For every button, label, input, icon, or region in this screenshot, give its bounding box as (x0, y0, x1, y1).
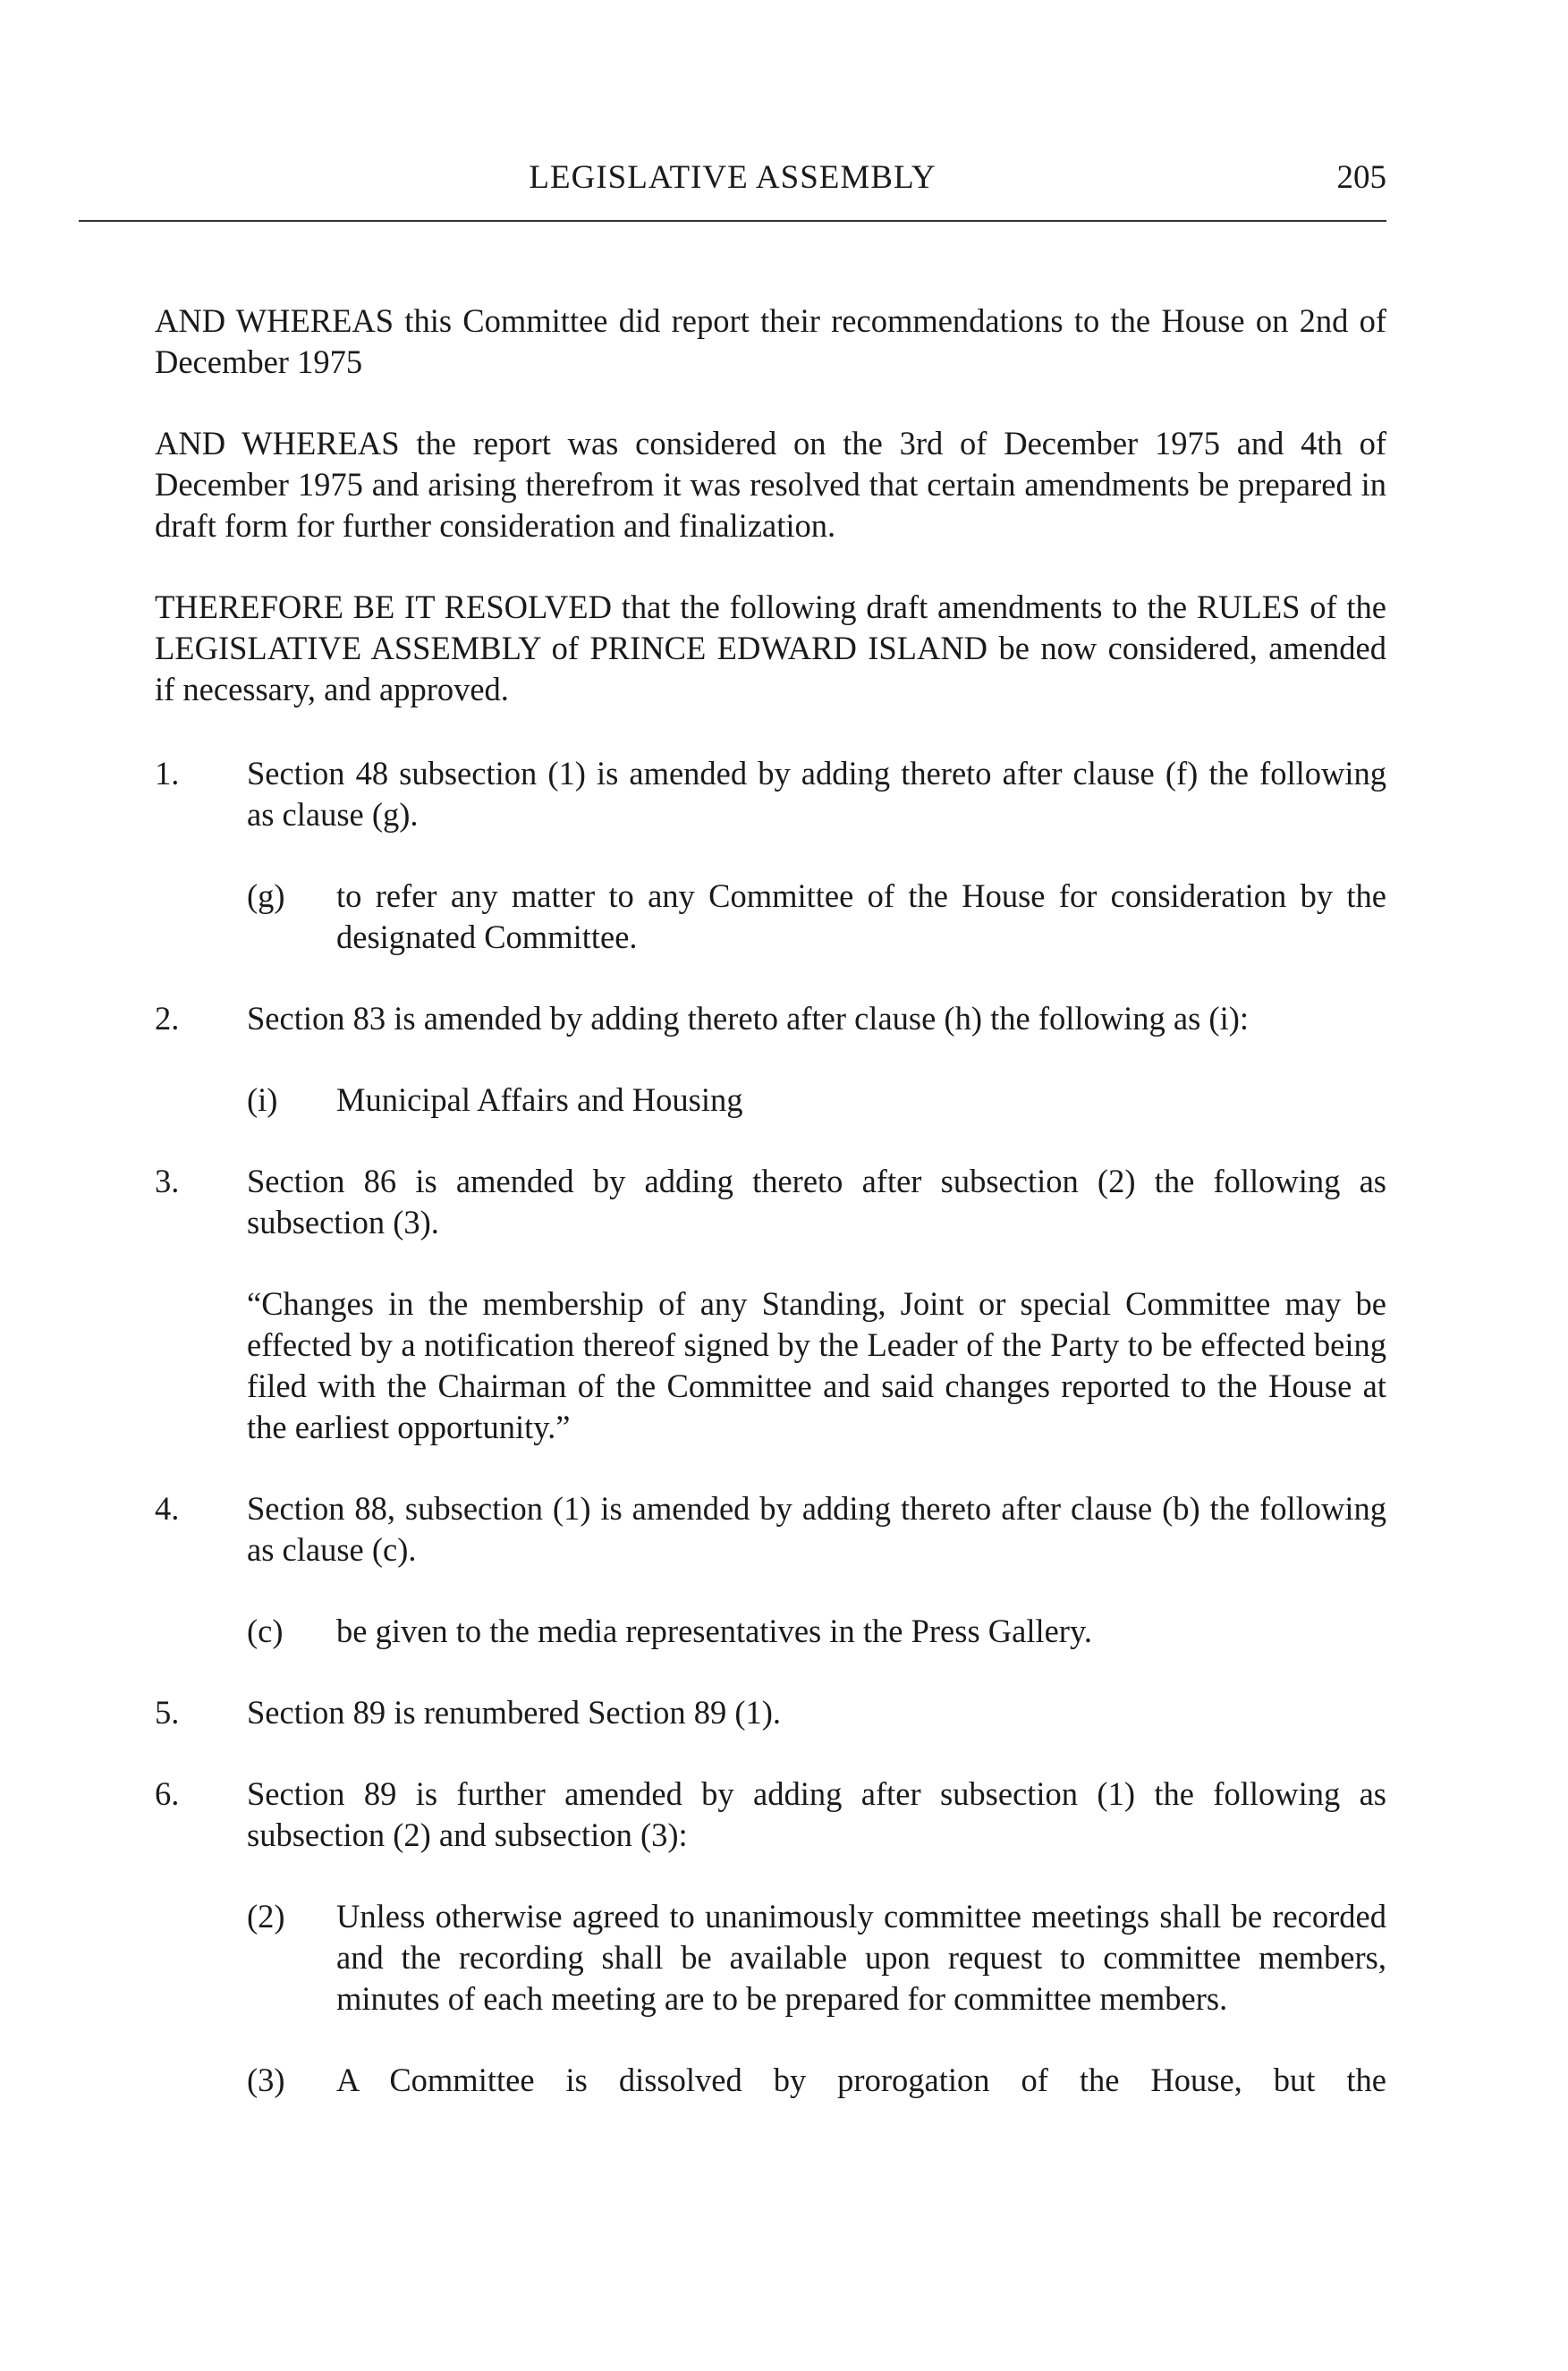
item-text: Section 83 is amended by adding thereto after clause (h) the following as (i): (247, 1000, 1250, 1037)
amendment-item (155, 1692, 1386, 1733)
item-number: 2. (155, 1000, 180, 1037)
clause-label: (2) (247, 1898, 285, 1935)
quoted-subsection: “Changes in the membership of any Standing, Joint or special Committee may be effected by a notification thereof signed by the Leader of the Party to be effected being filed with the Chairman of the Committee and said changes reported to the House at the earliest opportunity.” (247, 1285, 1386, 1445)
item-number: 3. (155, 1163, 180, 1199)
clause (247, 2060, 1386, 2101)
amendment-item (155, 1488, 1386, 1571)
clause-label: (3) (247, 2062, 285, 2098)
item-number: 5. (155, 1694, 180, 1731)
clause-text: be given to the media representatives in the Press Gallery. (336, 1613, 1092, 1649)
amendment-item (155, 1161, 1386, 1243)
amendment-item (155, 1774, 1386, 1856)
document-body (155, 301, 1386, 2101)
clause (247, 1611, 1386, 1652)
running-header (79, 157, 1386, 199)
item-number: 1. (155, 755, 180, 792)
item-text: Section 89 is further amended by adding after subsection (1) the following as subsection (2) and subsection (3): (247, 1775, 1386, 1853)
clause-text: Municipal Affairs and Housing (336, 1081, 743, 1118)
item-text: Section 88, subsection (1) is amended by adding thereto after clause (b) the following as clause (c). (247, 1490, 1386, 1568)
paragraph-whereas-report: AND WHEREAS this Committee did report their recommendations to the House on 2nd of December 1975 (155, 302, 1386, 380)
header-title: LEGISLATIVE ASSEMBLY (529, 159, 937, 196)
clause (247, 1896, 1386, 2020)
item-text: Section 86 is amended by adding thereto after subsection (2) the following as subsection (3). (247, 1163, 1386, 1241)
clause (247, 876, 1386, 958)
item-number: 6. (155, 1775, 180, 1812)
item-text: Section 89 is renumbered Section 89 (1). (247, 1694, 782, 1731)
item-number: 4. (155, 1490, 180, 1527)
page-number: 205 (1336, 159, 1386, 196)
amendment-item (155, 998, 1386, 1039)
item-text: Section 48 subsection (1) is amended by adding thereto after clause (f) the following as clause (g). (247, 755, 1386, 833)
clause-text: to refer any matter to any Committee of the House for consideration by the designated Committee. (336, 877, 1386, 955)
amendment-item (155, 753, 1386, 835)
clause-text: Unless otherwise agreed to unanimously committee meetings shall be recorded and the recording shall be available upon request to committee members, minutes of each meeting are to be prepared for committee members. (336, 1898, 1386, 2017)
clause-text: A Committee is dissolved by prorogation of the House, but the (336, 2062, 1386, 2098)
clause-label: (i) (247, 1081, 278, 1118)
header-rule (79, 220, 1386, 222)
paragraph-resolution: THEREFORE BE IT RESOLVED that the following draft amendments to the RULES of the LEGISLATIVE ASSEMBLY of PRINCE EDWARD ISLAND be now considered, amended if necessary, and approved. (155, 589, 1386, 707)
clause-label: (c) (247, 1613, 284, 1649)
paragraph-whereas-considered: AND WHEREAS the report was considered on the 3rd of December 1975 and 4th of December 1975 and arising therefrom it was resolved that certain amendments be prepared in draft form for further consideration and finalization. (155, 425, 1386, 544)
clause (247, 1080, 1386, 1121)
clause-label: (g) (247, 877, 285, 914)
